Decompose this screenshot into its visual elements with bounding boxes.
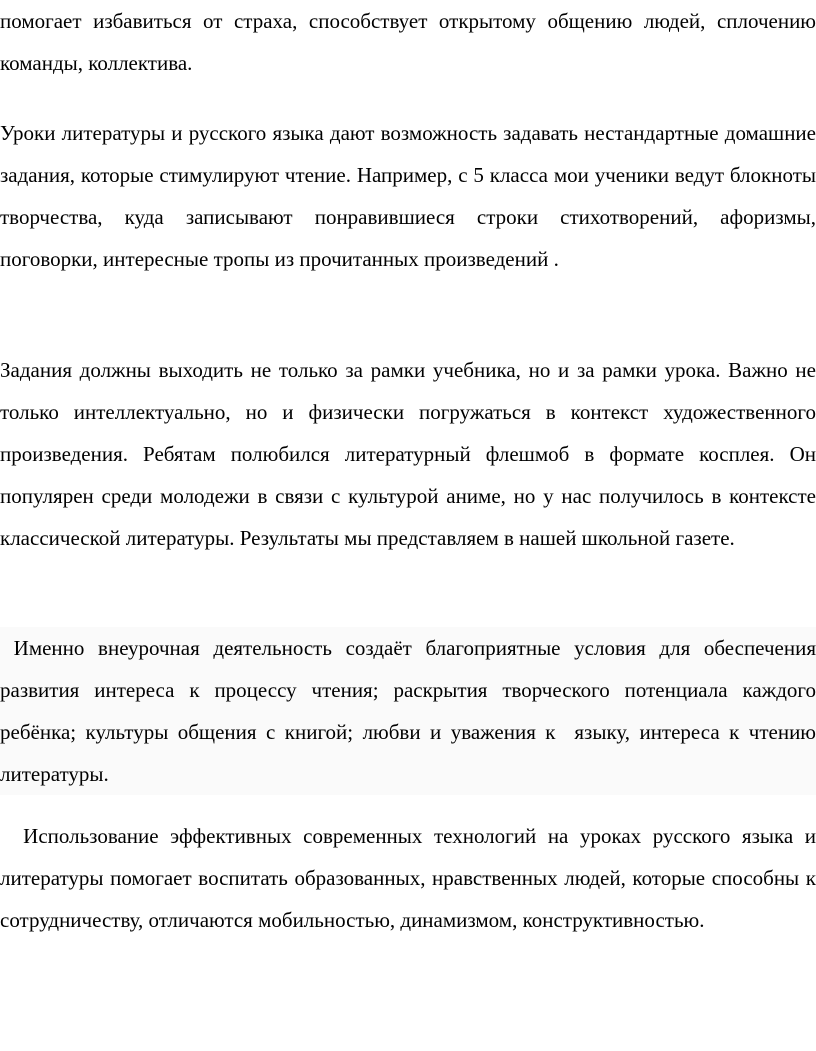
paragraph-1: помогает избавиться от страха, способствует открытому общению людей, сплочению команды, коллектива. (0, 9, 816, 75)
paragraph-4: Именно внеурочная деятельность создаёт благоприятные условия для обеспечения развития интереса к процессу чтения; раскрытия творческого потенциала каждого ребёнка; культуры общения с книгой; любви и уважения к языку, интереса к чтению литературы. (0, 627, 816, 795)
paragraph-3: Задания должны выходить не только за рамки учебника, но и за рамки урока. Важно не только интеллектуально, но и физически погружаться в контекст художественного произведения. Ребятам полюбился литературный флешмоб в формате косплея. Он популярен среди молодежи в связи с культурой аниме, но у нас получилось в контексте классической литературы. Результаты мы представляем в нашей школьной газете. (0, 358, 816, 550)
paragraph-5: Использование эффективных современных технологий на уроках русского языка и литературы помогает воспитать образованных, нравственных людей, которые способны к сотрудничеству, отличаются мобильностью, динамизмом, конструктивностью. (0, 824, 816, 932)
paragraph-2: Уроки литературы и русского языка дают возможность задавать нестандартные домашние задания, которые стимулируют чтение. Например, с 5 класса мои ученики ведут блокноты творчества, куда записывают понравившиеся строки стихотворений, афоризмы, поговорки, интересные тропы из прочитанных произведений . (0, 121, 816, 271)
